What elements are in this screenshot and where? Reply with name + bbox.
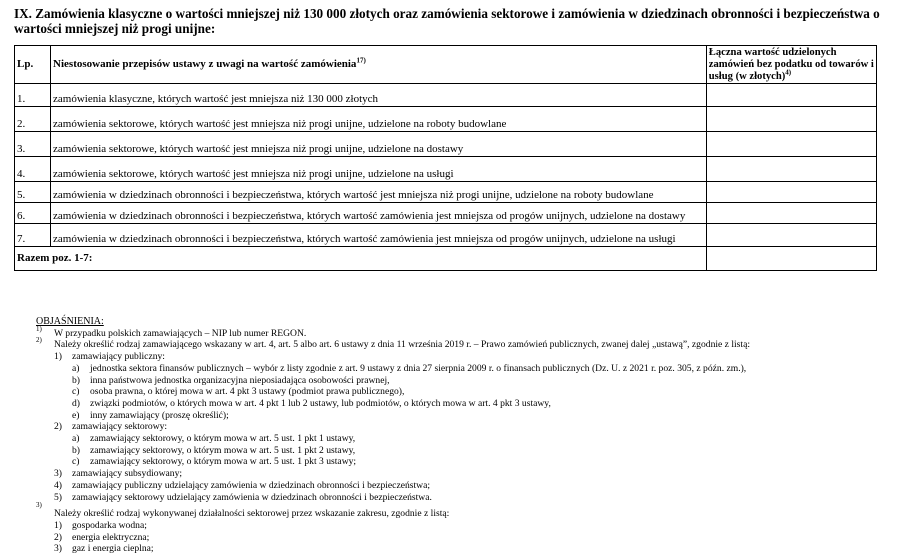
list-item-text: zamawiający sektorowy, o którym mowa w art. 5 ust. 1 pkt 3 ustawy;	[90, 456, 357, 468]
explanations-title: OBJAŚNIENIA:	[36, 316, 104, 327]
footnote-2	[36, 336, 886, 351]
list-item-number: b)	[72, 374, 80, 386]
list-item-number: 2)	[54, 421, 62, 433]
list-item	[36, 375, 886, 387]
row-lp: 3.	[15, 132, 51, 157]
list-item-text: zamawiający publiczny udzielający zamówienia w dziedzinach obronności i bezpieczeństwa;	[72, 479, 431, 491]
row-description: zamówienia w dziedzinach obronności i bezpieczeństwa, których wartość zamówienia jest mniejsza od progów unijnych, udzielone na usługi	[51, 224, 707, 247]
footnote-3-list	[36, 520, 886, 555]
footnote-1	[36, 324, 886, 340]
list-item-number: d)	[72, 397, 80, 409]
table-header-row	[15, 46, 877, 84]
footnote-1-text: W przypadku polskich zamawiających – NIP lub numer REGON.	[54, 327, 307, 339]
table-row	[15, 157, 877, 182]
table-row	[15, 107, 877, 132]
list-item-number: 2)	[54, 531, 62, 543]
header-lp: Lp.	[15, 46, 51, 84]
list-item-text: jednostka sektora finansów publicznych – wybór z listy zgodnie z art. 9 ustawy z dnia 27 sierpnia 2009 r. o finansach publicznych (Dz. U. z 2021 r. poz. 305, z późn. zm.),	[90, 362, 747, 374]
row-lp: 6.	[15, 203, 51, 224]
row-description: zamówienia sektorowe, których wartość jest mniejsza niż progi unijne, udzielone na roboty budowlane	[51, 107, 707, 132]
row-value-cell[interactable]	[706, 107, 876, 132]
list-item-number: 1)	[54, 351, 62, 363]
row-value-cell[interactable]	[706, 157, 876, 182]
list-item-text: inna państwowa jednostka organizacyjna nieposiadająca osobowości prawnej,	[90, 374, 390, 386]
table-row	[15, 224, 877, 247]
row-value-cell[interactable]	[706, 224, 876, 247]
list-item	[36, 421, 886, 433]
footnote-ref-17: 17)	[356, 56, 366, 65]
list-item	[36, 410, 886, 422]
header-description-text: Niestosowanie przepisów ustawy z uwagi na wartość zamówienia	[53, 58, 357, 70]
row-value-cell[interactable]	[706, 132, 876, 157]
table-row	[15, 132, 877, 157]
footnote-3-mark: 3)	[36, 501, 42, 510]
row-description: zamówienia w dziedzinach obronności i bezpieczeństwa, których wartość jest mniejsza niż progi unijne, udzielone na roboty budowlane	[51, 182, 707, 203]
table-row	[15, 203, 877, 224]
list-item	[36, 351, 886, 363]
list-item-text: gaz i energia cieplna;	[72, 543, 154, 555]
header-description	[51, 46, 707, 84]
list-item	[36, 492, 886, 504]
list-item-number: 1)	[54, 519, 62, 531]
row-lp: 1.	[15, 84, 51, 107]
list-item	[36, 386, 886, 398]
list-item-number: 5)	[54, 491, 62, 503]
footnote-2-mark: 2)	[36, 336, 42, 345]
explanations	[36, 316, 886, 555]
row-value-cell[interactable]	[706, 84, 876, 107]
row-lp: 4.	[15, 157, 51, 182]
list-item-text: inny zamawiający (proszę określić);	[90, 409, 229, 421]
row-lp: 2.	[15, 107, 51, 132]
list-item-number: 4)	[54, 479, 62, 491]
list-item-text: energia elektryczna;	[72, 531, 150, 543]
list-item-text: zamawiający sektorowy udzielający zamówienia w dziedzinach obronności i bezpieczeństwa.	[72, 491, 432, 503]
header-value-text: Łączna wartość udzielonych zamówień bez podatku od towarów i usług (w złotych)	[708, 47, 874, 82]
list-item	[36, 456, 886, 468]
list-item	[36, 543, 886, 555]
list-item-number: c)	[72, 456, 80, 468]
list-item-number: b)	[72, 444, 80, 456]
header-value	[706, 46, 876, 84]
list-item-number: c)	[72, 386, 80, 398]
list-item-text: związki podmiotów, o których mowa w art. 4 pkt 1 lub 2 ustawy, lub podmiotów, o których mowa w art. 4 pkt 3 ustawy,	[90, 397, 551, 409]
list-item	[36, 445, 886, 457]
row-value-cell[interactable]	[706, 182, 876, 203]
list-item	[36, 433, 886, 445]
list-item-text: gospodarka wodna;	[72, 519, 147, 531]
row-description: zamówienia klasyczne, których wartość jest mniejsza niż 130 000 złotych	[51, 84, 707, 107]
contracts-table	[14, 45, 877, 271]
row-description: zamówienia w dziedzinach obronności i bezpieczeństwa, których wartość zamówienia jest mniejsza od progów unijnych, udzielone na dostawy	[51, 203, 707, 224]
row-lp: 7.	[15, 224, 51, 247]
list-item-number: 3)	[54, 543, 62, 555]
list-item	[36, 468, 886, 480]
row-description: zamówienia sektorowe, których wartość jest mniejsza niż progi unijne, udzielone na dostawy	[51, 132, 707, 157]
list-item	[36, 520, 886, 532]
list-item	[36, 532, 886, 544]
section-heading: IX. Zamówienia klasyczne o wartości mniejszej niż 130 000 złotych oraz zamówienia sektorowe i zamówienia w dziedzinach obronności i bezpieczeństwa o wartości mniejszej niż progi unijne:	[14, 6, 880, 36]
list-item-text: osoba prawna, o której mowa w art. 4 pkt 3 ustawy (podmiot prawa publicznego),	[90, 386, 405, 398]
row-description: zamówienia sektorowe, których wartość jest mniejsza niż progi unijne, udzielone na usługi	[51, 157, 707, 182]
list-item-number: a)	[72, 362, 80, 374]
list-item-number: e)	[72, 409, 80, 421]
list-item-text: zamawiający subsydiowany;	[72, 468, 183, 480]
list-item-number: 3)	[54, 468, 62, 480]
sum-row	[15, 247, 877, 271]
table-row	[15, 84, 877, 107]
sum-value-cell[interactable]	[706, 247, 876, 271]
footnote-2-list	[36, 351, 886, 503]
list-item	[36, 398, 886, 410]
footnote-3	[36, 508, 886, 520]
footnote-1-mark: 1)	[36, 324, 42, 333]
footnote-ref-4: 4)	[785, 68, 792, 77]
row-lp: 5.	[15, 182, 51, 203]
list-item-text: zamawiający publiczny:	[72, 351, 165, 363]
list-item-text: zamawiający sektorowy, o którym mowa w art. 5 ust. 1 pkt 2 ustawy,	[90, 444, 356, 456]
row-value-cell[interactable]	[706, 203, 876, 224]
table-row	[15, 182, 877, 203]
footnote-3-text: Należy określić rodzaj wykonywanej działalności sektorowej przez wskazanie zakresu, zgodnie z listą:	[54, 508, 450, 520]
list-item-number: a)	[72, 433, 80, 445]
footnote-2-text: Należy określić rodzaj zamawiającego wskazany w art. 4, art. 5 albo art. 6 ustawy z dnia 11 września 2019 r. – Prawo zamówień publicznych, zwanej dalej „ustawą”, zgodnie z listą:	[54, 339, 750, 351]
list-item-text: zamawiający sektorowy, o którym mowa w art. 5 ust. 1 pkt 1 ustawy,	[90, 433, 356, 445]
list-item	[36, 480, 886, 492]
list-item-text: zamawiający sektorowy:	[72, 421, 168, 433]
list-item	[36, 363, 886, 375]
sum-label: Razem poz. 1-7:	[15, 247, 707, 271]
